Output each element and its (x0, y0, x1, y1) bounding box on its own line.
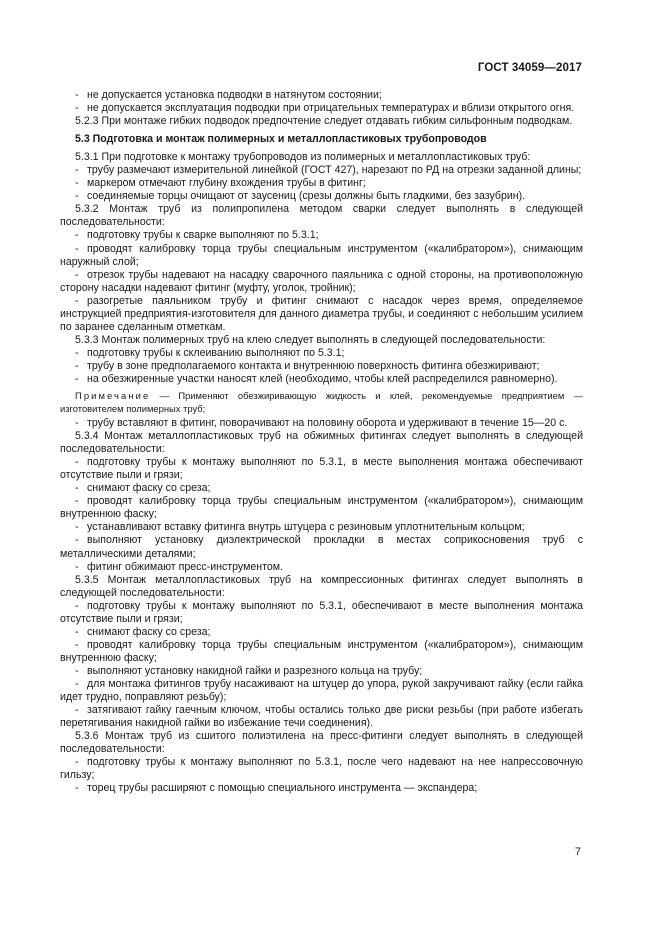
list-item: - снимают фаску со среза; (75, 625, 211, 638)
list-dash: - (75, 372, 79, 385)
list-item: - для монтажа фитингов трубу насаживают на штуцер до упора, рукой закручивают гайку (если гайка идет трудно, поправляют резьбу); (60, 677, 583, 704)
list-dash: - (75, 164, 79, 177)
list-item: - трубу в зоне предполагаемого контакта и внутреннюю поверхность фитинга обезжиривают; (75, 359, 540, 372)
list-item: - торец трубы расширяют с помощью специального инструмента — экспандера; (75, 782, 478, 795)
list-dash: - (75, 294, 79, 307)
list-item: - проводят калибровку торца трубы специальным инструментом («калибратором»), снимающим внутреннюю фаску; (60, 495, 583, 521)
list-item: - на обезжиренные участки наносят клей (необходимо, чтобы клей распределился равномерно). (75, 372, 558, 385)
paragraph: 5.3.4 Монтаж металлопластиковых труб на обжимных фитингах следует выполнять в следующей последовательности: (60, 430, 583, 456)
note-text: — Применяют обезжиривающую жидкость и клей, рекомендуемые предприятием — изготовителем полимерных труб; (60, 390, 583, 414)
list-dash: - (75, 89, 79, 101)
section-title: 5.3 Подготовка и монтаж полимерных и металлопластиковых трубопроводов (75, 133, 487, 146)
list-dash: - (75, 560, 79, 573)
list-item: - проводят калибровку торца трубы специальным инструментом («калибратором»), снимающим внутреннюю фаску; (60, 638, 583, 664)
list-item: - не допускается эксплуатация подводки при отрицательных температурах и вблизи открытого огня. (75, 102, 575, 115)
paragraph: 5.3.5 Монтаж металлопластиковых труб на компрессионных фитингах следует выполнять в следующей последовательности: (60, 573, 583, 599)
list-item: - маркером отмечают глубину вхождения трубы в фитинг; (75, 177, 366, 190)
paragraph: 5.2.3 При монтаже гибких подводок предпочтение следует отдавать гибким сильфонным подводкам. (75, 115, 573, 128)
list-item: - подготовку трубы к сварке выполняют по 5.3.1; (75, 229, 319, 242)
list-item: - трубу размечают измерительной линейкой (ГОСТ 427), нарезают по РД на отрезки заданной длины; (75, 164, 582, 177)
list-item: - снимают фаску со среза; (75, 482, 211, 495)
list-dash: - (75, 677, 79, 690)
list-dash: - (75, 268, 79, 281)
list-dash: - (75, 102, 79, 115)
note-label: Примечание (75, 390, 151, 402)
list-dash: - (75, 521, 79, 534)
paragraph: 5.3.2 Монтаж труб из полипропилена методом сварки следует выполнять в следующей последовательности: (60, 203, 583, 229)
list-dash: - (75, 177, 79, 190)
note (60, 390, 583, 415)
list-dash: - (75, 359, 79, 372)
list-dash: - (75, 534, 79, 547)
list-item: - выполняют установку накидной гайки и разрезного кольца на трубу; (75, 664, 423, 677)
list-item: - разогретые паяльником трубу и фитинг снимают с насадок через время, определяемое инструкцией предприятия-изготовителя для данного диаметра трубы, и соединяют с небольшим усилием по заранее сделанным отметкам. (60, 294, 583, 333)
list-item: - проводят калибровку торца трубы специальным инструментом («калибратором»), снимающим наружный слой; (60, 242, 583, 268)
list-dash: - (75, 482, 79, 495)
list-dash: - (75, 599, 79, 612)
list-dash: - (75, 456, 79, 469)
list-item: - подготовку трубы к монтажу выполняют по 5.3.1, после чего надевают на нее напрессовочную гильзу; (60, 756, 583, 782)
list-item: - не допускается установка подводки в натянутом состоянии; (75, 89, 382, 101)
list-dash: - (75, 190, 79, 203)
list-dash: - (75, 756, 79, 769)
list-item: - подготовку трубы к монтажу выполняют по 5.3.1, в месте выполнения монтажа обеспечивают отсутствие пыли и грязи; (60, 456, 583, 482)
list-dash: - (75, 638, 79, 651)
paragraph: 5.3.3 Монтаж полимерных труб на клею следует выполнять в следующей последовательности: (75, 333, 546, 346)
list-dash: - (75, 664, 79, 677)
list-item: - соединяемые торцы очищают от заусениц (срезы должны быть гладкими, без зазубрин). (75, 190, 526, 203)
list-dash: - (75, 229, 79, 242)
list-dash: - (75, 346, 79, 359)
list-item: - отрезок трубы надевают на насадку сварочного паяльника с одной стороны, на противоположную сторону насадки надевают фитинг (муфту, уголок, тройник); (60, 268, 583, 294)
document-body (60, 89, 583, 795)
list-item: - трубу вставляют в фитинг, поворачивают на половину оборота и удерживают в течение 15—20 с. (75, 417, 568, 430)
list-item: - выполняют установку диэлектрической прокладки в местах соприкосновения труб с металлическими деталями; (60, 534, 583, 560)
list-item: - подготовку трубы к склеиванию выполняют по 5.3.1; (75, 346, 345, 359)
list-item: - затягивают гайку гаечным ключом, чтобы остались только две риски резьбы (при работе избегать перетягивания накидной гайки во избежание течи соединения). (60, 704, 583, 730)
page-number: 7 (574, 846, 581, 858)
list-dash: - (75, 625, 79, 638)
list-dash: - (75, 417, 79, 430)
paragraph: 5.3.6 Монтаж труб из сшитого полиэтилена на пресс-фитинги следует выполнять в следующей последовательности: (60, 730, 583, 756)
paragraph: 5.3.1 При подготовке к монтажу трубопроводов из полимерных и металлопластиковых труб: (75, 151, 531, 164)
list-dash: - (75, 242, 79, 255)
list-item: - подготовку трубы к монтажу выполняют по 5.3.1, обеспечивают в месте выполнения монтажа отсутствие пыли и грязи; (60, 599, 583, 625)
list-item: - фитинг обжимают пресс-инструментом. (75, 560, 283, 573)
list-item: - устанавливают вставку фитинга внутрь штуцера с резиновым уплотнительным кольцом; (75, 521, 525, 534)
document-code: ГОСТ 34059—2017 (477, 62, 582, 74)
list-dash: - (75, 704, 79, 717)
list-dash: - (75, 782, 79, 795)
list-dash: - (75, 495, 79, 508)
